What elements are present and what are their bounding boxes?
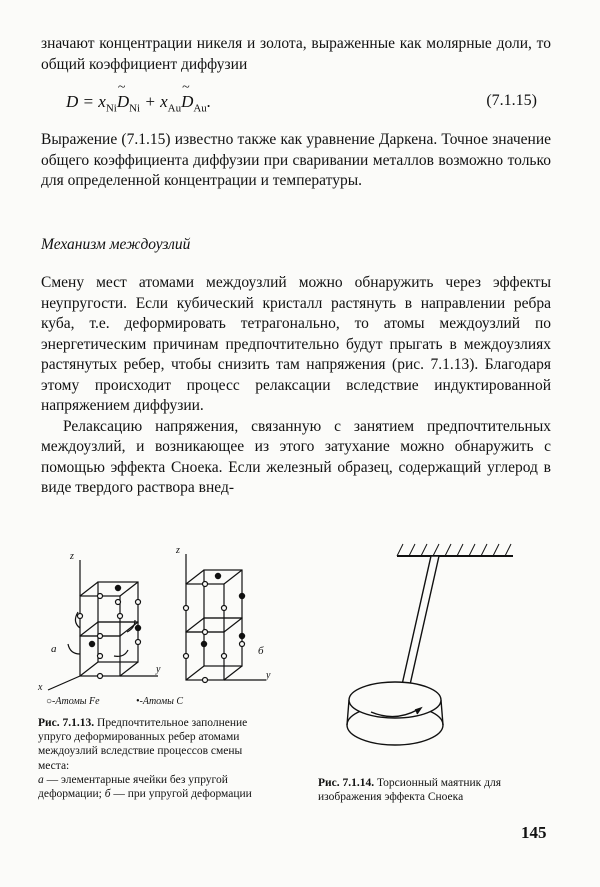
caption-b-text: — при упругой деформации [110, 788, 252, 801]
formula-eq: = [78, 92, 99, 111]
formula-end: . [206, 92, 212, 111]
lattice-deformed [186, 554, 266, 680]
paragraph-text: Релаксацию напряжения, связанную с занятием предпочтительных междоузлий, и возникающее из этого затухание можно обнаружить с помощью эффекта Сноека. Если железный образец, содержащий углерод в виде твердого раствора внед- [41, 417, 551, 496]
paragraph-darken [41, 130, 551, 192]
paragraph-mechanism [41, 273, 551, 499]
paragraph-text: Смену мест атомами междоузлий можно обнаружить через эффекты неупругости. Если кубический кристалл растянуть в направлении ребра куба, т.е. деформировать тетрагонально, то атомы междоузлий по энергетическим причинам предпочтительно будут прыгать в междоузлиях растянутых ребер, чтобы снизить там напряжения (рис. 7.1.13). Благодаря этому происходит процесс релаксации вследствие индуктированной напряжением диффузии. [41, 274, 551, 414]
formula-au-sub: Au [167, 102, 182, 115]
equation-number: (7.1.15) [486, 92, 537, 109]
paragraph-text: значают концентрации никеля и золота, выраженные как молярные доли, то общий коэффициент диффузии [41, 35, 551, 73]
figure-caption-7-1-14 [318, 776, 518, 804]
legend-c: •-Атомы C [136, 696, 184, 707]
label-a: a [51, 643, 57, 655]
formula-plus: + [140, 92, 161, 111]
formula-ni-sub: Ni [105, 102, 117, 115]
caption-text: Торсионный маятник для изображения эффекта Сноека [318, 777, 502, 804]
formula-x: x [98, 92, 106, 111]
label-b: б [258, 645, 264, 657]
section-title: Механизм междоузлий [41, 236, 191, 253]
paragraph-text: Выражение (7.1.15) известно также как уравнение Даркена. Точное значение общего коэффициента диффузии при сваривании металлов возможно только для определенной концентрации и температуры. [41, 131, 551, 189]
formula-x: x [160, 92, 168, 111]
figure-torsion-pendulum [335, 540, 565, 770]
caption-number: Рис. 7.1.14. [318, 777, 375, 789]
paragraph-intro [41, 34, 551, 75]
axis-x-label: x [38, 682, 43, 693]
formula-lhs: D [66, 92, 79, 111]
formula-au-sub: Au [193, 102, 207, 115]
formula-d-tilde: ~ D [117, 92, 129, 112]
lattice-undeformed [48, 560, 158, 690]
equation-7-1-15 [66, 92, 551, 114]
figure-caption-7-1-13 [38, 716, 276, 801]
page-number: 145 [521, 823, 547, 842]
caption-a-text: — элементарные ячейки без упругой деформации; [38, 773, 228, 801]
axis-z-label: z [70, 551, 74, 562]
caption-text: Предпочтительное заполнение упруго деформированных ребер атомами междоузлий вследствие процессов смены места: [38, 717, 248, 772]
formula-d-tilde: ~ D [181, 92, 193, 112]
axis-z-label: z [176, 545, 180, 556]
formula-ni-sub: Ni [129, 102, 141, 115]
axis-y-label: y [156, 664, 161, 675]
caption-number: Рис. 7.1.13. [38, 717, 95, 729]
caption-b-label: б [104, 788, 111, 801]
legend-fe: ○-Атомы Fe [46, 696, 100, 707]
caption-a-label: а [38, 773, 44, 786]
figure-interstitial-lattice [28, 540, 283, 710]
axis-y-label: y [266, 670, 271, 681]
